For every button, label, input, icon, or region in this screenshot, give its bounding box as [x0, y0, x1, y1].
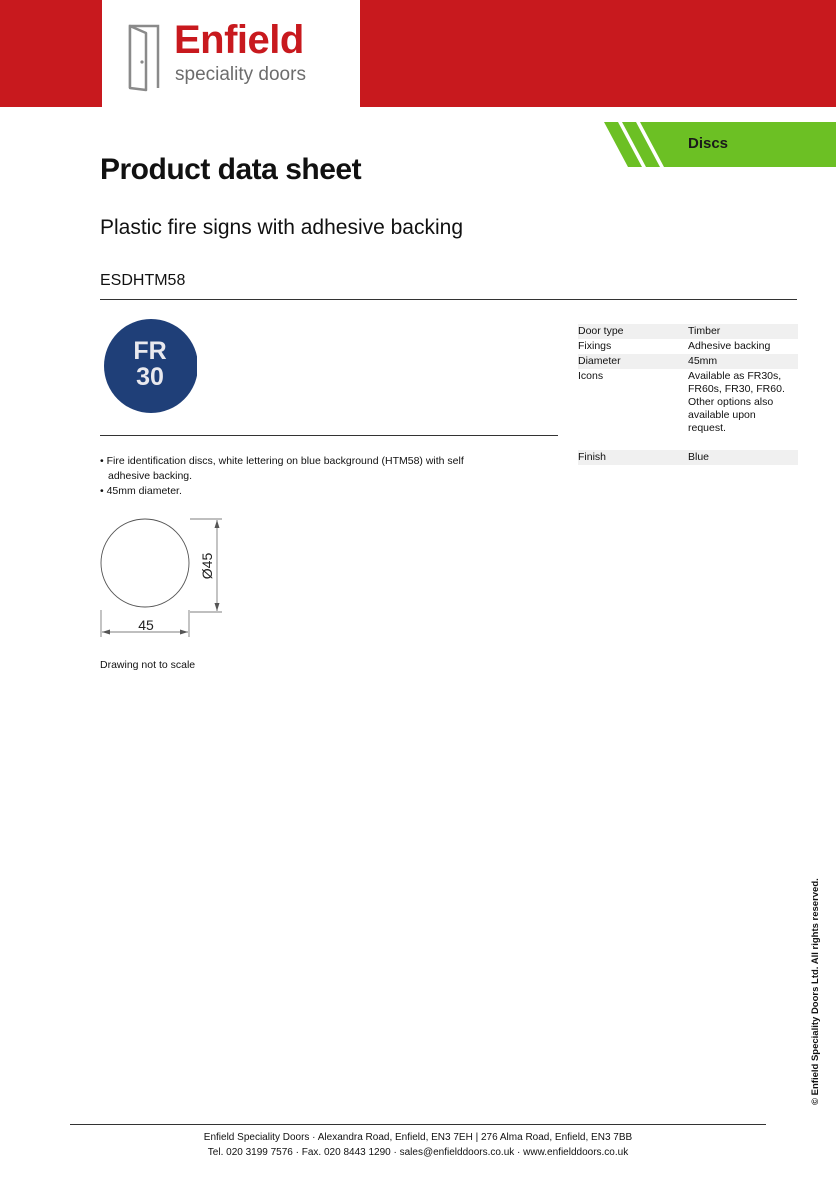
spec-value: Timber [688, 325, 721, 337]
diameter-dimension-label: Ø45 [199, 552, 215, 580]
divider [100, 435, 558, 436]
brand-logo[interactable] [102, 0, 360, 107]
spec-value: Available as FR30s, FR60s, FR30, FR60. Other options also available upon request. [688, 370, 785, 434]
spec-row [578, 354, 798, 369]
spec-row [578, 369, 798, 436]
footer [0, 1130, 836, 1160]
spec-key: Icons [578, 370, 604, 382]
dimension-drawing [98, 512, 228, 642]
disc-lettering [103, 338, 197, 390]
spec-key: Door type [578, 325, 624, 337]
spec-value: Blue [688, 451, 710, 463]
footer-address: Enfield Speciality Doors · Alexandra Road, Enfield, EN3 7EH | 276 Alma Road, Enfield, EN3 7BB [203, 1132, 633, 1143]
spec-value: Adhesive backing [688, 340, 771, 352]
spec-key: Diameter [578, 355, 621, 367]
footer-contact[interactable]: Tel. 020 3199 7576 · Fax. 020 8443 1290 · sales@enfielddoors.co.uk · www.enfielddoors.co.uk [207, 1147, 629, 1158]
copyright-notice: © Enfield Speciality Doors Ltd. All rights reserved. [810, 878, 821, 1105]
spec-key: Finish [578, 451, 607, 463]
spec-spacer [578, 436, 798, 450]
divider [100, 299, 797, 300]
spec-row [578, 450, 798, 465]
feature-item: • 45mm diameter. [100, 485, 182, 497]
feature-item: • Fire identification discs, white lettering on blue background (HTM58) with self adhesive backing. [100, 455, 464, 482]
disc-line-1: FR [133, 337, 167, 365]
door-icon [124, 22, 164, 92]
feature-list [100, 454, 500, 499]
brand-name: Enfield [174, 18, 304, 62]
footer-divider [70, 1124, 766, 1125]
drawing-note: Drawing not to scale [100, 659, 196, 671]
spec-row [578, 339, 798, 354]
category-label: Discs [688, 135, 729, 152]
spec-key: Fixings [578, 340, 612, 352]
width-dimension-label: 45 [138, 617, 154, 633]
spec-row [578, 324, 798, 339]
spec-value: 45mm [688, 355, 718, 367]
page-title: Product data sheet [100, 153, 362, 186]
spec-table [578, 324, 798, 465]
brand-tagline: speciality doors [175, 64, 306, 85]
product-code: ESDHTM58 [100, 272, 186, 289]
disc-line-2: 30 [136, 363, 164, 391]
page-subtitle: Plastic fire signs with adhesive backing [100, 216, 464, 239]
